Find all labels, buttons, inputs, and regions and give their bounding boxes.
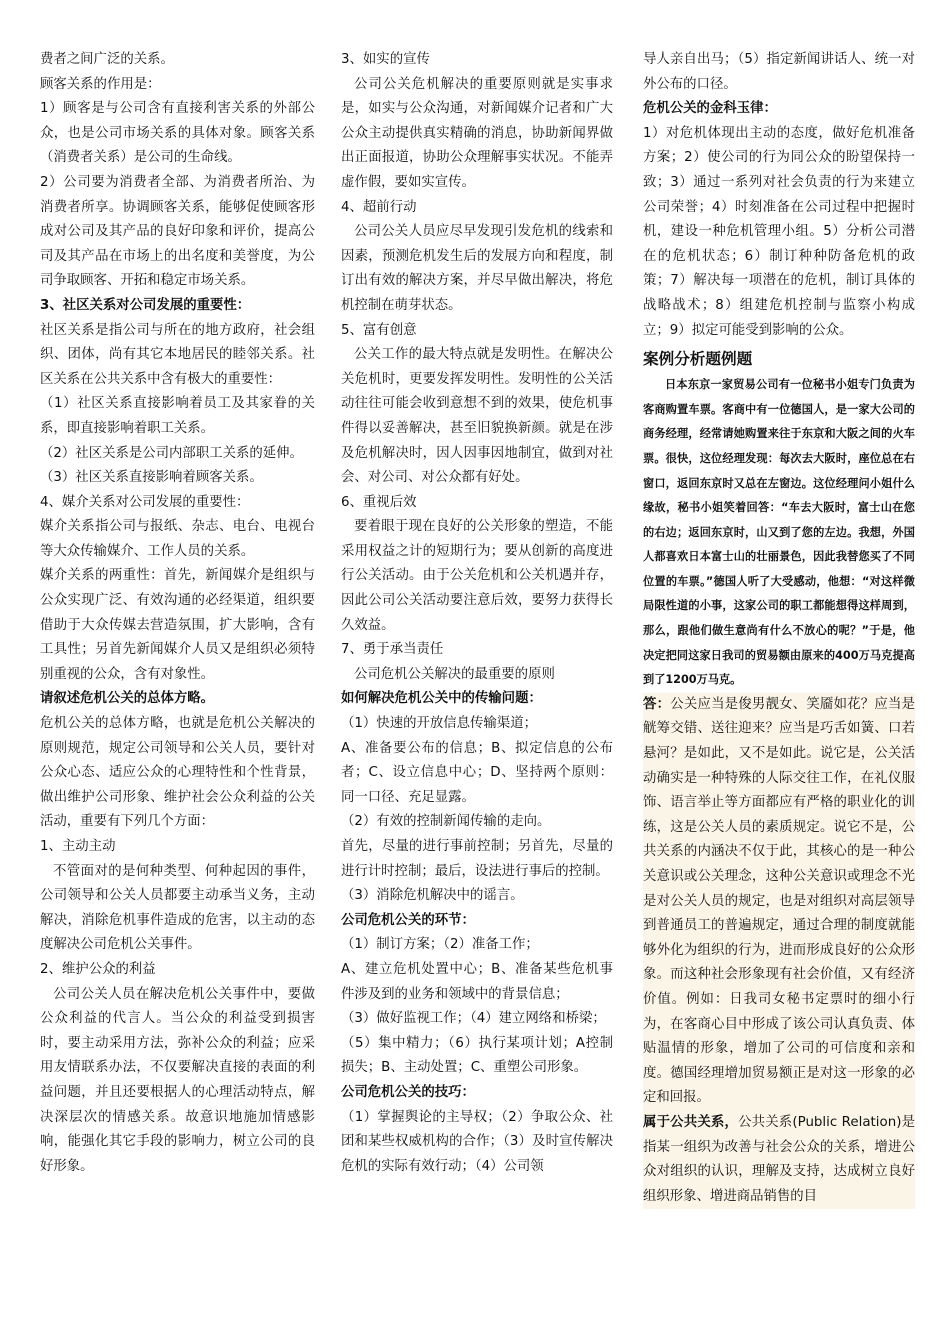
answer-paragraph — [643, 693, 915, 1111]
question-heading: 公司危机公关的环节： — [341, 912, 475, 928]
question-heading: 请叙述危机公关的总体方略。 — [40, 691, 215, 707]
paragraph: （3）做好监视工作；（4）建立网络和桥梁； — [341, 1011, 606, 1027]
section-heading: 3、社区关系对公司发展的重要性： — [40, 297, 251, 313]
case-text: 日本东京一家贸易公司有一位秘书小姐专门负责为客商购置车票。客商中有一位德国人，是一家大公司的商务经理，经常请她购置来往于东京和大阪之间的火车票。很快，这位经理发现：每次去大阪时，座位总在右窗口，返回东京时又总在左窗边。这位经理问小姐什么缘故，秘书小姐笑着回答：“车去大阪时，富士山在您的右边；返回东京时，山又到了您的左边。我想，外国人都喜欢日本富士山的壮丽景色，因此我替您买了不同位置的车票。”德国人听了大受感动，他想：“对这样微局限性道的小事，这家公司的职工都能想得这样周到，那么，跟他们做生意尚有什么不放心的呢？”于是，他决定把同这家日我司的贸易额由原来的400万马克提高到了1200万马克。 — [643, 378, 915, 687]
case-section-title: 案例分析题例题 — [643, 350, 753, 369]
paragraph: 公司公关人员在解决危机公关事件中，要做公众利益的代言人。当公众的利益受到损害时，要主动采用方法，弥补公众的利益；应采用友情联系办法，不仅要解决直接的表面的利益问题，并且还要根据人的心理活动特点，解决深层次的情感关系。故意识地施加情感影响，能强化其它手段的影响力，树立公司的良好形象。 — [40, 986, 315, 1174]
paragraph: 媒介关系的两重性：首先，新闻媒介是组织与公众实现广泛、有效沟通的必经渠道，组织要借助于大众传媒去营造氛围，扩大影响，含有工具性；另首先新闻媒介人员又是组织必须特别重视的公众，含有对象性。 — [40, 568, 315, 682]
paragraph: （2）社区关系是公司内部职工关系的延伸。 — [40, 445, 303, 461]
paragraph: 社区关系是指公司与所在的地方政府，社会组织、团体，尚有其它本地居民的睦邻关系。社区关系在公共关系中含有极大的重要性： — [40, 322, 315, 387]
paragraph: A、建立危机处置中心；B、准备某些危机事件涉及到的业务和领域中的背景信息； — [341, 961, 613, 1002]
answer-block — [643, 693, 915, 1209]
question-heading: 如何解决危机公关中的传输问题： — [341, 691, 542, 707]
answer-text: 公关应当是俊男靓女、笑靥如花？应当是觥筹交错、送往迎来？应当是巧舌如簧、口若悬河？是如此，又不是如此。说它是，公关活动确实是一种特殊的人际交往工作，在礼仪服饰、语言举止等方面都应有严格的职业化的训练，这是公关人员的素质规定。说它不是，公共关系的内涵决不仅于此，其核心的是一种公关意识或公关理念，这种公关意识或理念不光是对公关人员的规定，也是对组织对高层领导到普通员工的普遍规定，通过合理的制度就能够外化为组织的行为，进而形成良好的公众形象。而这种社会形象现有社会价值，又有经济价值。例如：日我司女秘书定票时的细小行为，在客商心目中形成了该公司认真负责、体贴温情的形象，增加了公司的可信度和亲和度。德国经理增加贸易额正是对这一形象的必定和回报。 — [643, 696, 916, 1106]
column-left — [40, 48, 315, 1179]
paragraph: （1）社区关系直接影响着员工及其家眷的关系，即直接影响着职工关系。 — [40, 396, 315, 436]
paragraph: 首先，尽量的进行事前控制；另首先，尽量的进行计时控制；最后，设法进行事后的控制。 — [341, 839, 613, 879]
answer-label: 答： — [643, 696, 671, 712]
paragraph: （1）制订方案；（2）准备工作； — [341, 937, 539, 953]
paragraph: 导人亲自出马；（5）指定新闻讲话人、统一对外公布的口径。 — [643, 52, 915, 92]
paragraph: 2）公司要为消费者全部、为消费者所治、为消费者所享。协调顾客关系，能够促使顾客形成对公司及其产品的良好印象和评价，提高公司及其产品在市场上的出名度和美誉度，为公司争取顾客、开拓和稳定市场关系。 — [40, 174, 315, 289]
subheading: 1、主动主动 — [40, 839, 116, 854]
section-heading: 4、媒介关系对公司发展的重要性： — [40, 494, 250, 510]
paragraph: 危机公关的总体方略，也就是危机公关解决的原则规范，规定公司领导和公关人员，要针对公众心态、适应公众的心理特性和个性背景，做出维护公司形象、维护社会公众利益的公关活动，重要有下列几个方面： — [40, 716, 315, 830]
paragraph: 要着眼于现在良好的公关形象的塑造，不能采用权益之计的短期行为；要从创新的高度进行公关活动。由于公关危机和公关机遇并存，因此公司公关活动要注意后效，要努力获得长久效益。 — [341, 519, 613, 633]
paragraph: 公司公关人员应尽早发现引发危机的线索和因素，预测危机发生后的发展方向和程度，制订出有效的解决方案，并尽早做出解决，将危机控制在萌芽状态。 — [341, 224, 613, 313]
paragraph: 1）顾客是与公司含有直接利害关系的外部公众，也是公司市场关系的具体对象。顾客关系（消费者关系）是公司的生命线。 — [40, 101, 315, 166]
paragraph: 公司危机公关解决的最重要的原则 — [354, 666, 555, 682]
subheading: 6、重视后效 — [341, 494, 417, 510]
subheading: 4、超前行动 — [341, 199, 417, 215]
definition-label: 属于公共关系， — [643, 1114, 739, 1130]
paragraph: （2）有效的控制新闻传输的走向。 — [341, 814, 551, 830]
column-right — [643, 48, 915, 1209]
definition-paragraph — [643, 1111, 915, 1209]
paragraph: （5）集中精力；（6）执行某项计划；A控制损失；B、主动处置；C、重塑公司形象。 — [341, 1035, 613, 1076]
question-heading: 危机公关的金科玉律： — [643, 101, 777, 117]
definition-text: 公共关系(Public Relation)是指某一组织为改善与社会公众的关系，增进公众对组织的认识，理解及支持，达成树立良好组织形象、增进商品销售的目 — [643, 1114, 915, 1204]
paragraph: 公关工作的最大特点就是发明性。在解决公关危机时，更要发挥发明性。发明性的公关活动往往可能会收到意想不到的效果，使危机事件得以妥善解决，甚至旧貌换新颜。就是在涉及危机解决时，因人因事因地制宜，做到对社会、对公司、对公众都有好处。 — [341, 347, 613, 486]
paragraph: （1）快速的开放信息传输渠道； — [341, 716, 537, 732]
paragraph: （3）消除危机解决中的谣言。 — [341, 888, 524, 904]
subheading: 3、如实的宣传 — [341, 52, 430, 67]
paragraph: 费者之间广泛的关系。 — [40, 52, 174, 67]
paragraph: 媒介关系指公司与报纸、杂志、电台、电视台等大众传输媒介、工作人员的关系。 — [40, 519, 315, 559]
paragraph: 1）对危机体现出主动的态度，做好危机准备方案；2）使公司的行为同公众的盼望保持一致；3）通过一系列对社会负责的行为来建立公司荣誉；4）时刻准备在公司过程中把握时机，建设一种危机管理小组。5）分析公司潜在的危机状态；6）制订种种防备危机的政策；7）解决每一项潜在的危机，制订具体的战略战术；8）组建危机控制与监察小构成立；9）拟定可能受到影响的公众。 — [643, 125, 915, 338]
paragraph: （1）掌握舆论的主导权；（2）争取公众、社团和某些权威机构的合作；（3）及时宣传解决危机的实际有效行动；（4）公司领 — [341, 1109, 613, 1174]
paragraph: 顾客关系的作用是： — [40, 76, 161, 92]
subheading: 5、富有创意 — [341, 322, 417, 338]
column-middle — [341, 48, 613, 1179]
paragraph: 不管面对的是何种类型、何种起因的事件，公司领导和公关人员都要主动承当义务，主动解决，消除危机事件造成的危害，以主动的态度解决公司危机公关事件。 — [40, 863, 315, 953]
paragraph: A、准备要公布的信息；B、拟定信息的公布者；C、设立信息中心；D、坚持两个原则：同一口径、充足显露。 — [341, 740, 613, 805]
subheading: 7、勇于承当责任 — [341, 642, 444, 658]
subheading: 2、维护公众的利益 — [40, 961, 156, 977]
paragraph: 公司公关危机解决的重要原则就是实事求是，如实与公众沟通，对新闻媒介记者和广大公众主动提供真实精确的消息，协助新闻界做出正面报道，协助公众理解事实状况。不能弄虚作假，要如实宣传。 — [341, 76, 613, 190]
question-heading: 公司危机公关的技巧： — [341, 1084, 475, 1100]
paragraph: （3）社区关系直接影响着顾客关系。 — [40, 470, 263, 486]
